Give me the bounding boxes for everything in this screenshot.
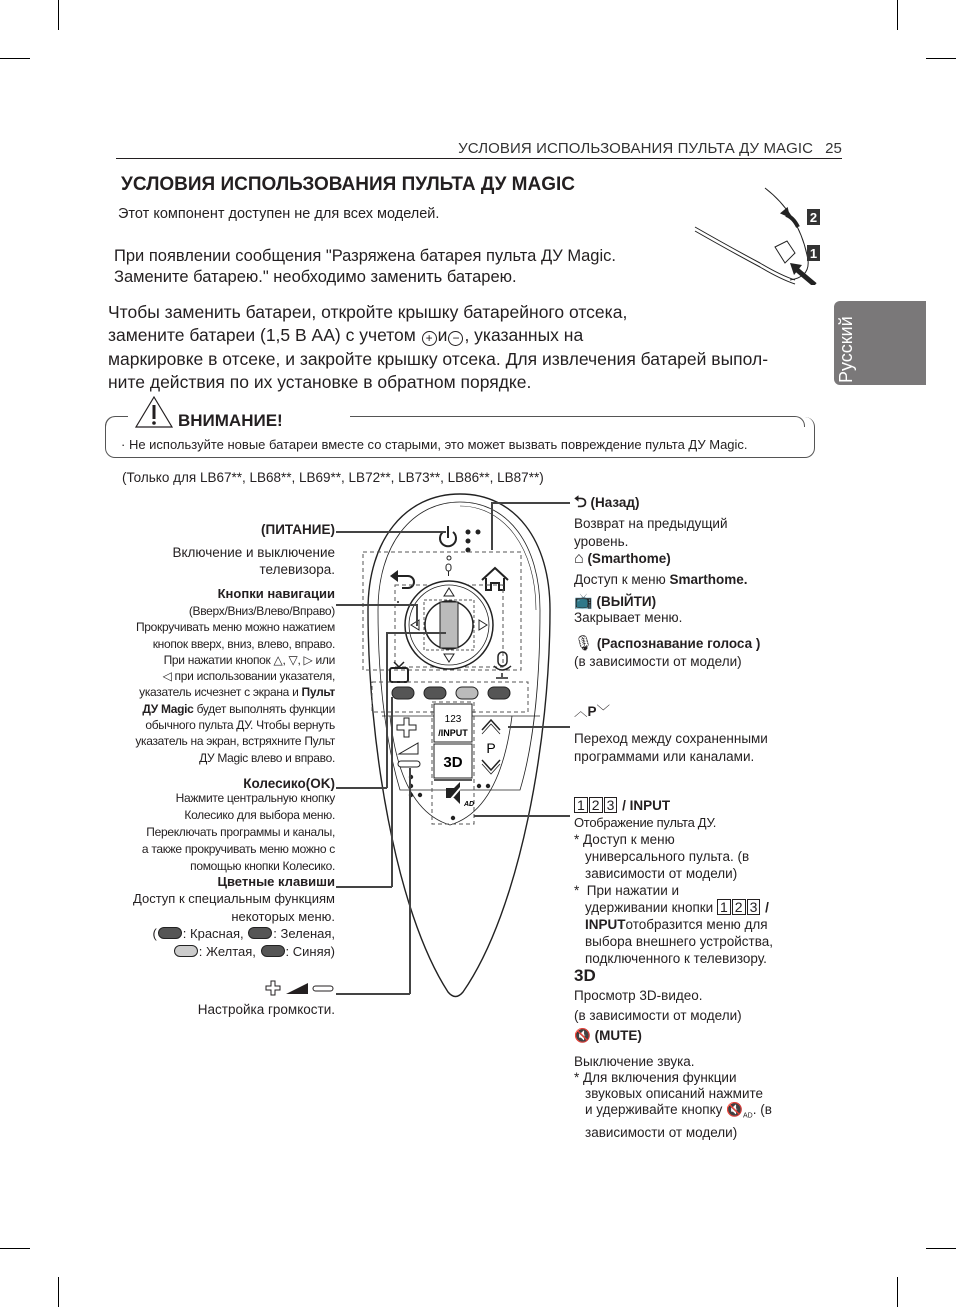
low-battery-line1: При появлении сообщения "Разряжена батарея пульта ДУ Magic. (114, 247, 616, 265)
crop-mark (926, 1248, 956, 1249)
nav-desc: (Вверх/Вниз/Влево/Вправо) Прокручивать меню можно нажатием кнопок вверх, вниз, влево, вправо. При нажатии кнопок △, ▽, ▷ или ◁ при использовании указателя, указатель исчезнет с экрана и Пульт ДУ Magic будет выполнять функции обычного пульта ДУ. Чтобы вернуть указатель на экран, встряхните Пульт ДУ Magic влево и вправо. (135, 604, 335, 765)
leader-line (391, 697, 393, 887)
volume-up-icon (266, 981, 280, 995)
caution-text: · Не используйте новые батареи вместе со старыми, это может вызвать повреждение пульта ДУ Magic. (121, 437, 748, 452)
program-up-icon: ︿ (574, 704, 588, 719)
svg-text:2: 2 (809, 210, 818, 225)
leader-line (336, 993, 410, 995)
language-tab (834, 301, 926, 385)
magic-remote-illustration (350, 490, 570, 1010)
microphone-icon: 🎙 (574, 635, 594, 652)
battery-replace-paragraph (108, 301, 808, 394)
green-button (424, 687, 446, 699)
nav-title: Кнопки навигации (217, 586, 335, 601)
plus-icon: + (422, 331, 437, 346)
svg-text:123: 123 (444, 714, 462, 725)
input-label: 1 2 3 / INPUT Отображение пульта ДУ. * Доступ к меню универсального пульта. (в зависимости от модели) * При нажатии и удерживании кнопки 1 2 3 / INPUTотобразится меню для выбора внешнего устройства, подключенного к телевизору. (574, 797, 773, 966)
replace-line: замените батареи (1,5 В AA) с учетом + и − , указанных на (108, 325, 584, 346)
home-icon: ⌂ (574, 550, 584, 567)
warning-icon (134, 395, 174, 429)
red-button (392, 687, 414, 699)
3d-label: 3D Просмотр 3D-видео. (в зависимости от модели) (574, 966, 742, 1023)
green-key-icon (248, 927, 272, 939)
color-keys-desc: Доступ к специальным функциям некоторых меню. ( : Красная, : Зеленая, : Желтая, : Синяя) (133, 891, 335, 959)
red-key-icon (158, 927, 182, 939)
blue-button (488, 687, 510, 699)
battery-cover-illustration (690, 185, 830, 285)
leader-line (386, 632, 446, 634)
yellow-button (456, 687, 478, 699)
svg-text:3D: 3D (443, 754, 463, 771)
crop-mark (897, 0, 898, 30)
crop-mark (926, 58, 956, 59)
crop-mark (0, 1248, 30, 1249)
models-note: (Только для LB67**, LB68**, LB69**, LB72**, LB73**, LB86**, LB87**) (122, 470, 544, 485)
wheel-title: Колесико(OK) (243, 776, 335, 791)
header-divider (116, 158, 842, 159)
leader-line (336, 787, 387, 789)
blue-key-icon (261, 945, 285, 957)
svg-text:1: 1 (809, 246, 818, 261)
leader-line (491, 502, 493, 550)
color-keys-title: Цветные клавиши (217, 874, 335, 889)
3d-icon: 3D (574, 966, 596, 985)
crop-mark (0, 58, 30, 59)
back-icon: ⮌ (574, 494, 587, 511)
replace-line: ните действия по их установке в обратном порядке. (108, 371, 532, 392)
leader-line (409, 768, 411, 994)
back-label: ⮌ (Назад) Возврат на предыдущий уровень. (574, 494, 728, 549)
mute-icon: 🔇 (574, 1028, 591, 1043)
program-down-icon: ﹀ (596, 704, 611, 719)
running-header (458, 140, 842, 157)
leader-line (492, 502, 570, 504)
running-title: УСЛОВИЯ ИСПОЛЬЗОВАНИЯ ПУЛЬТА ДУ MAGIC (458, 140, 814, 157)
crop-mark (897, 1277, 898, 1307)
svg-text:/INPUT: /INPUT (438, 728, 468, 738)
svg-text:AD: AD (464, 801, 475, 808)
wheel-desc: Нажмите центральную кнопку Колесико для выбора меню. Переключать программы и каналы, а также прокручивать меню можно с помощью кнопки Колесико. (141, 791, 335, 873)
program-label: ︿P﹀ Переход между сохраненными программами или каналами. (574, 704, 768, 764)
svg-text:P: P (486, 740, 496, 756)
language-label: Русский (836, 316, 856, 383)
volume-down-icon (313, 986, 333, 991)
yellow-key-icon (174, 945, 198, 957)
exit-label: 📺 (ВЫЙТИ) Закрывает меню. (574, 593, 683, 625)
mute-label: 🔇 (MUTE) Выключение звука. * Для включения функции звуковых описаний нажмите и удерживайте кнопку $🔇_{AD}$. (в зависимости от модели) (574, 1028, 772, 1140)
power-title: (ПИТАНИЕ) (261, 522, 335, 537)
leader-line (336, 531, 446, 533)
mute-ad-icon: $🔇_{AD}$ (726, 1102, 753, 1120)
volume-down-button (398, 761, 420, 767)
low-battery-line2: Замените батарею." необходимо заменить батарею. (114, 268, 517, 286)
power-desc: Включение и выключение телевизора. (172, 545, 335, 577)
leader-line (336, 886, 392, 888)
home-label: ⌂ (Smarthome) Доступ к меню Smarthome. (574, 550, 748, 587)
caution-border (105, 416, 128, 427)
volume-icons (262, 978, 337, 1000)
volume-icon (286, 983, 308, 994)
availability-note: Этот компонент доступен не для всех моделей. (118, 206, 440, 222)
caution-border (350, 416, 805, 427)
voice-label: 🎙 (Распознавание голоса ) (в зависимости от модели) (574, 635, 761, 669)
volume-desc: Настройка громкости. (197, 1002, 335, 1017)
crop-mark (58, 0, 59, 30)
minus-icon: − (448, 331, 463, 346)
page-title: УСЛОВИЯ ИСПОЛЬЗОВАНИЯ ПУЛЬТА ДУ MAGIC (121, 174, 576, 195)
replace-line: Чтобы заменить батареи, откройте крышку батарейного отсека, (108, 302, 628, 322)
leader-line (508, 726, 570, 728)
leader-line (416, 604, 418, 626)
leader-line (386, 632, 388, 788)
page-number: 25 (825, 140, 842, 157)
leader-line (474, 815, 570, 817)
exit-icon: 📺 (574, 593, 593, 610)
leader-line (336, 604, 417, 606)
caution-title: ВНИМАНИЕ! (178, 411, 283, 430)
replace-line: маркировке в отсеке, и закройте крышку отсека. Для извлечения батарей выпол- (108, 348, 769, 369)
crop-mark (58, 1277, 59, 1307)
